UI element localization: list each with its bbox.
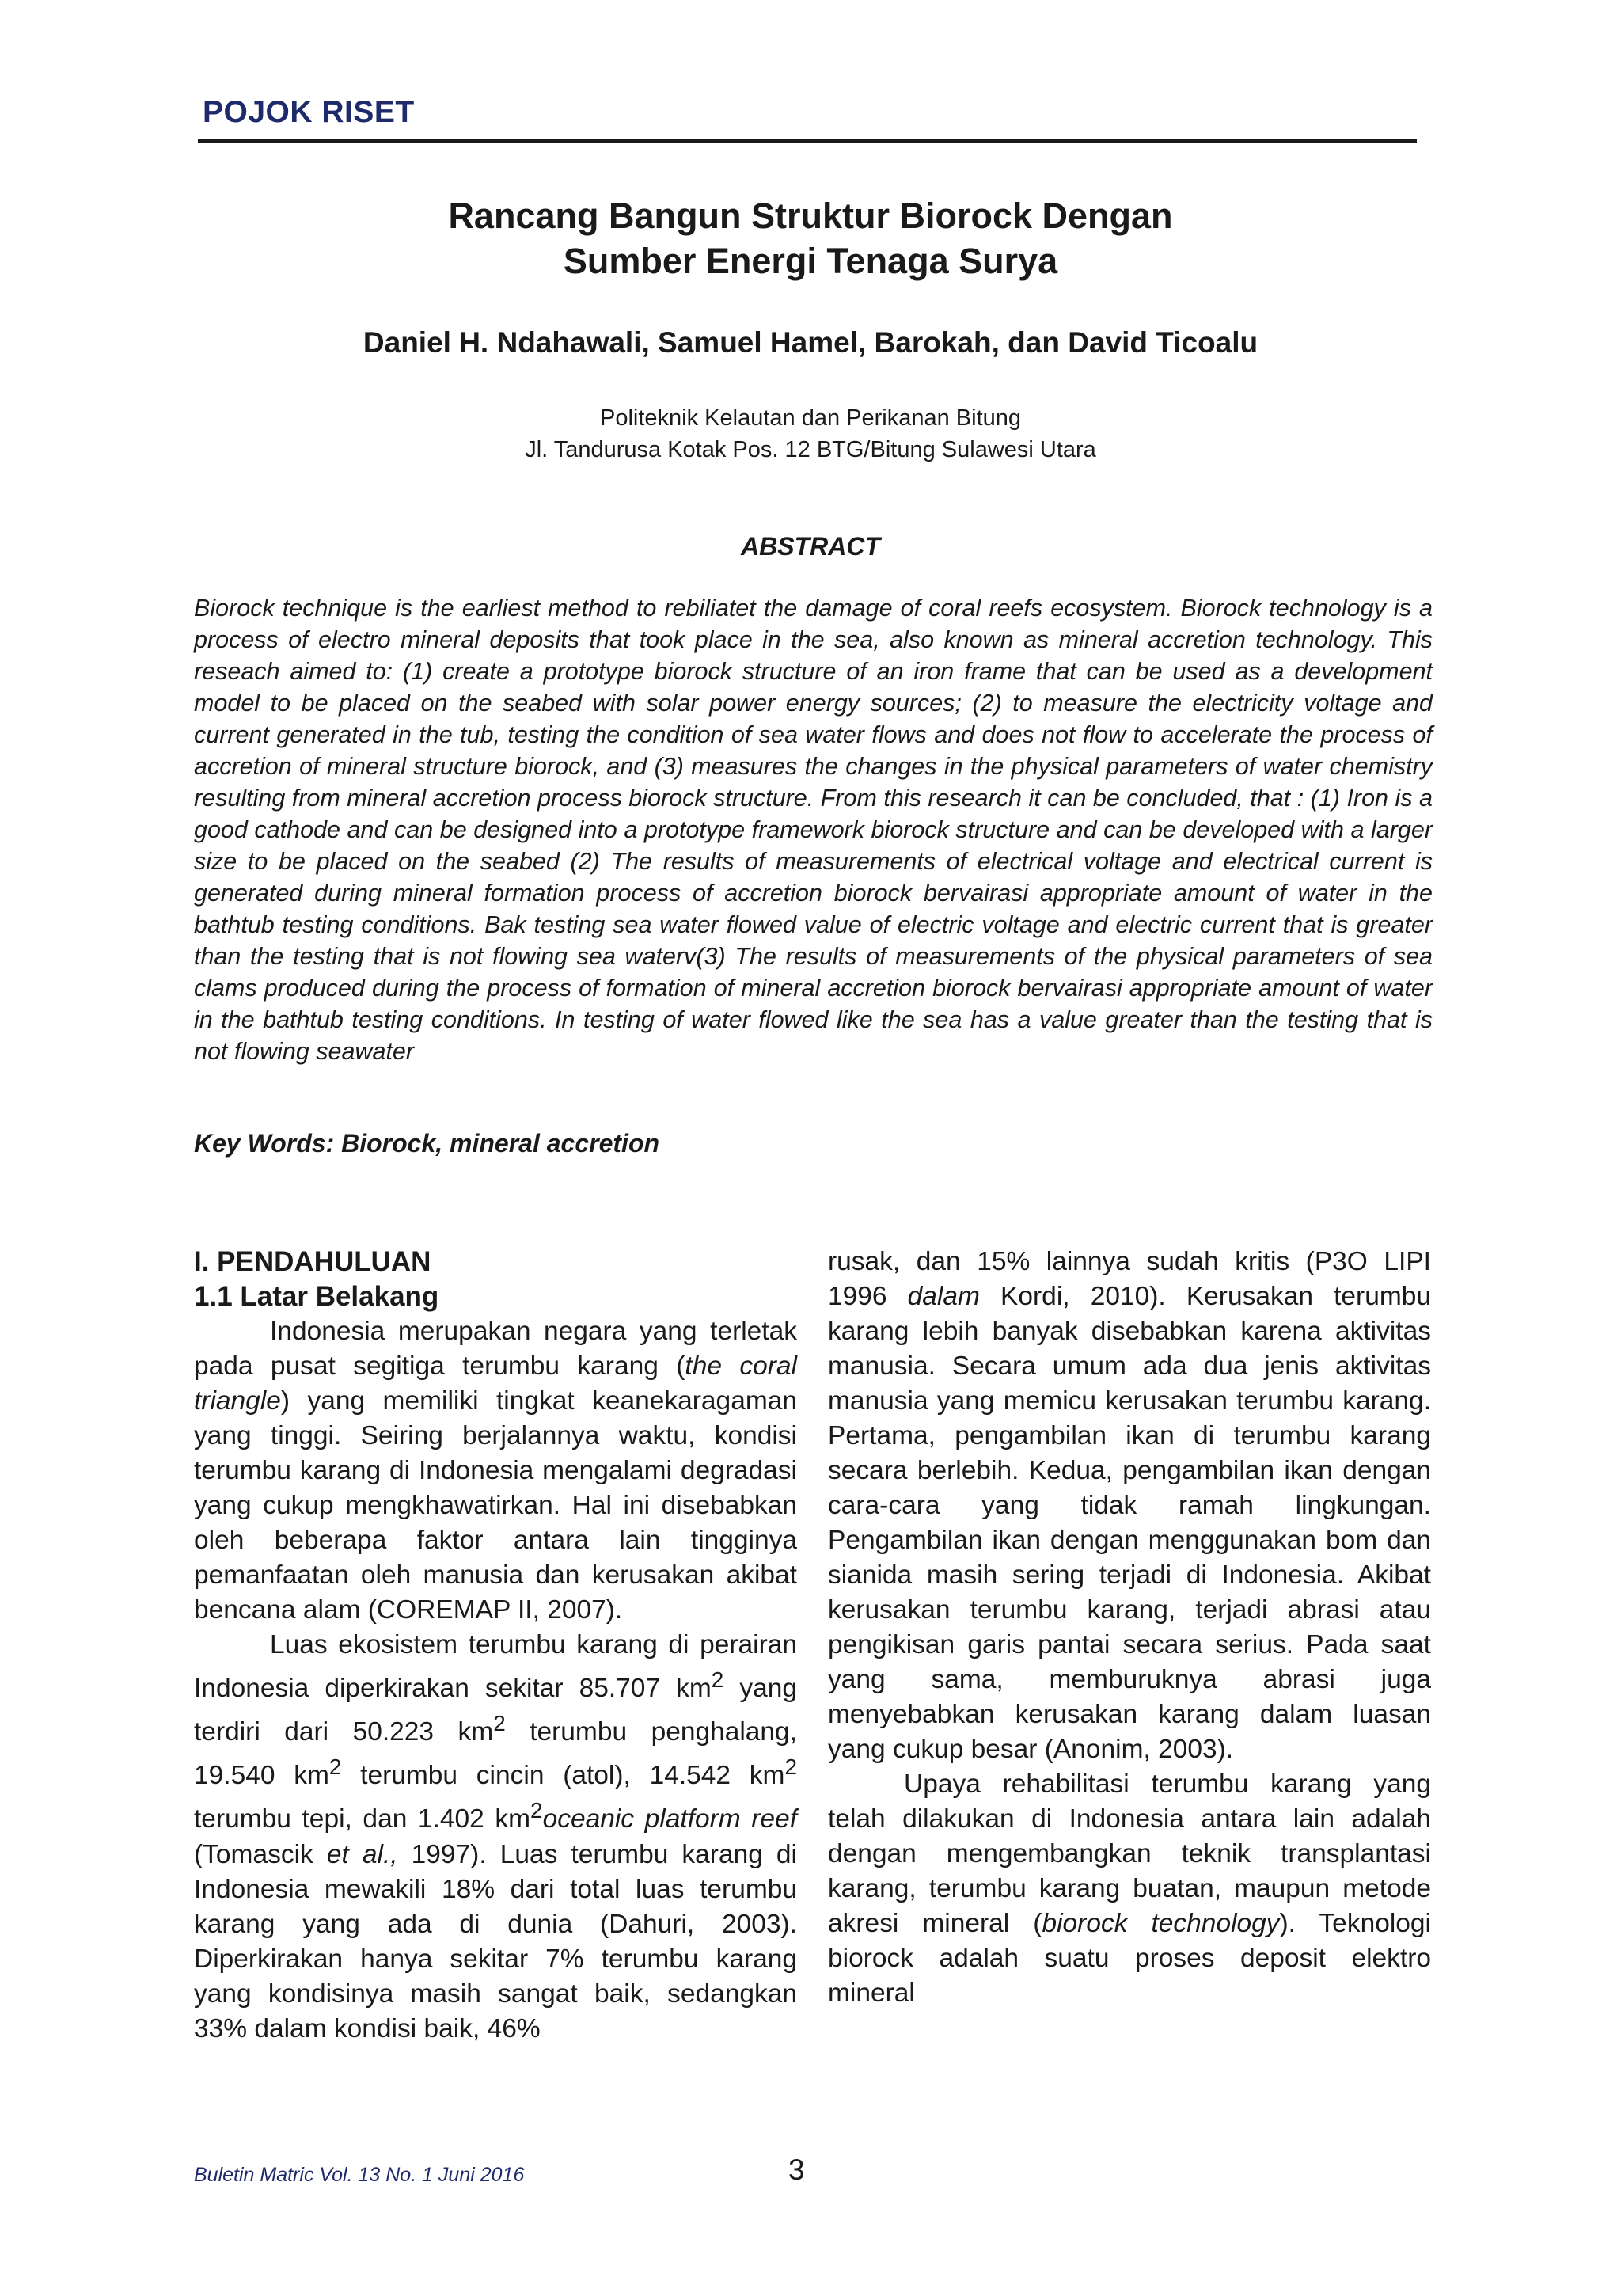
paragraph-text: yang terdiri dari 50.223 km (194, 1674, 797, 1747)
superscript: 2 (711, 1667, 724, 1692)
abstract-body: Biorock technique is the earliest method to rebiliatet the damage of coral reefs ecosystem. Biorock technology is a process of electro mineral deposits that took place in the sea, also known as mineral accretion technology. This reseach aimed to: (1) create a prototype biorock structure of an iron frame that can be used as a development model to be placed on the seabed with solar power energy sources; (2) to measure the electricity voltage and current generated in the tub, testing the condition of sea water flows and does not flow to accelerate the process of accretion of mineral structure biorock, and (3) measures the changes in the physical parameters of water chemistry resulting from mineral accretion process biorock structure. From this research it can be concluded, that : (1) Iron is a good cathode and can be designed into a prototype framework biorock structure and can be developed with a larger size to be placed on the seabed (2) The results of measurements of electrical voltage and electrical current is generated during mineral formation process of accretion biorock bervairasi appropriate amount of water in the bathtub testing conditions. Bak testing sea water flowed value of electric voltage and electric current that is greater than the testing that is not flowing sea waterv(3) The results of measurements of the physical parameters of sea clams produced during the process of formation of mineral accretion biorock bervairasi appropriate amount of water in the bathtub testing conditions. In testing of water flowed like the sea has a value greater than the testing that is not flowing seawater (194, 595, 1433, 1065)
body-column-right (828, 1245, 1431, 2011)
paragraph-text: terumbu cincin (atol), 14.542 km (341, 1761, 785, 1791)
paragraph-text: rusak, dan 15% lainnya sudah kritis (P3O LIPI 1996 (828, 1247, 1431, 1311)
italic-term: oceanic platform reef (542, 1804, 798, 1834)
paragraph-text: Kordi, 2010). Kerusakan terumbu karang lebih banyak disebabkan karena aktivitas manusia. Secara umum ada dua jenis aktivitas manusia yang memicu kerusakan terumbu karang. Pertama, pengambilan ikan di terumbu karang secara berlebih. Kedua, pengambilan ikan dengan cara-cara yang tidak ramah lingkungan. Pengambilan ikan dengan menggunakan bom dan sianida masih sering terjadi di Indonesia. Akibat kerusakan terumbu karang, terjadi abrasi atau pengikisan garis pantai secara serius. Pada saat yang sama, memburuknya abrasi juga menyebabkan kerusakan karang dalam luasan yang cukup besar (Anonim, 2003). (828, 1282, 1431, 1764)
paragraph-text: Luas ekosistem terumbu karang di perairan Indonesia diperkirakan sekitar 85.707 km (194, 1630, 797, 1704)
affiliation-address: Jl. Tandurusa Kotak Pos. 12 BTG/Bitung Sulawesi Utara (525, 437, 1096, 462)
title-line-1: Rancang Bangun Struktur Biorock Dengan (448, 196, 1173, 236)
abstract-heading: ABSTRACT (741, 532, 880, 561)
paragraph-text: Indonesia merupakan negara yang terletak pada pusat segitiga terumbu karang ( (194, 1317, 797, 1381)
paragraph-text: (Tomascik (194, 1839, 327, 1869)
italic-term: dalam (907, 1282, 980, 1311)
superscript: 2 (493, 1711, 506, 1736)
paragraph-text: terumbu penghalang, 19.540 km (194, 1717, 797, 1791)
superscript: 2 (784, 1754, 797, 1780)
paragraph-text: Upaya rehabilitasi terumbu karang yang telah dilakukan di Indonesia antara lain adalah dengan mengembangkan teknik transplantasi karang, terumbu karang buatan, maupun metode akresi mineral ( (828, 1770, 1431, 1938)
footer-journal: Buletin Matric Vol. 13 No. 1 Juni 2016 (194, 2164, 525, 2186)
italic-term: the coral triangle (194, 1351, 797, 1416)
keywords: Key Words: Biorock, mineral accretion (194, 1129, 660, 1158)
italic-term: et al., (326, 1839, 398, 1869)
paragraph-text: terumbu tepi, dan 1.402 km (194, 1804, 531, 1834)
paper-title (0, 193, 1621, 283)
paragraph-text: ) yang memiliki tingkat keanekaragaman yang tinggi. Seiring berjalannya waktu, kondisi terumbu karang di Indonesia mengalami degradasi yang cukup mengkhawatirkan. Hal ini disebabkan oleh beberapa faktor antara lain tingginya pemanfaatan oleh manusia dan kerusakan akibat bencana alam (COREMAP II, 2007). (194, 1386, 797, 1625)
paragraph-text: ). Teknologi biorock adalah suatu proses deposit elektro mineral (828, 1909, 1431, 2008)
paragraph (828, 1767, 1431, 2011)
italic-term: biorock technology (1042, 1909, 1280, 1938)
section-heading: I. PENDAHULUAN (194, 1246, 431, 1277)
paragraph (194, 1314, 797, 1628)
affiliation-institution: Politeknik Kelautan dan Perikanan Bitung (599, 405, 1022, 431)
paragraph-text: 1997). Luas terumbu karang di Indonesia mewakili 18% dari total luas terumbu karang yang ada di dunia (Dahuri, 2003). Diperkirakan hanya sekitar 7% terumbu karang yang kondisinya masih sangat baik, sedangkan 33% dalam kondisi baik, 46% (194, 1839, 798, 2043)
running-header: POJOK RISET (203, 95, 415, 129)
subsection-heading: 1.1 Latar Belakang (194, 1281, 439, 1312)
paragraph (828, 1245, 1431, 1767)
body-column-left (194, 1245, 797, 2047)
superscript: 2 (328, 1754, 342, 1780)
header-rule (198, 139, 1417, 143)
page-number: 3 (788, 2153, 805, 2186)
title-line-2: Sumber Energi Tenaga Surya (563, 241, 1058, 281)
superscript: 2 (530, 1798, 543, 1823)
affiliation (0, 402, 1621, 466)
paragraph (194, 1628, 797, 2047)
authors: Daniel H. Ndahawali, Samuel Hamel, Barokah, dan David Ticoalu (363, 326, 1258, 359)
